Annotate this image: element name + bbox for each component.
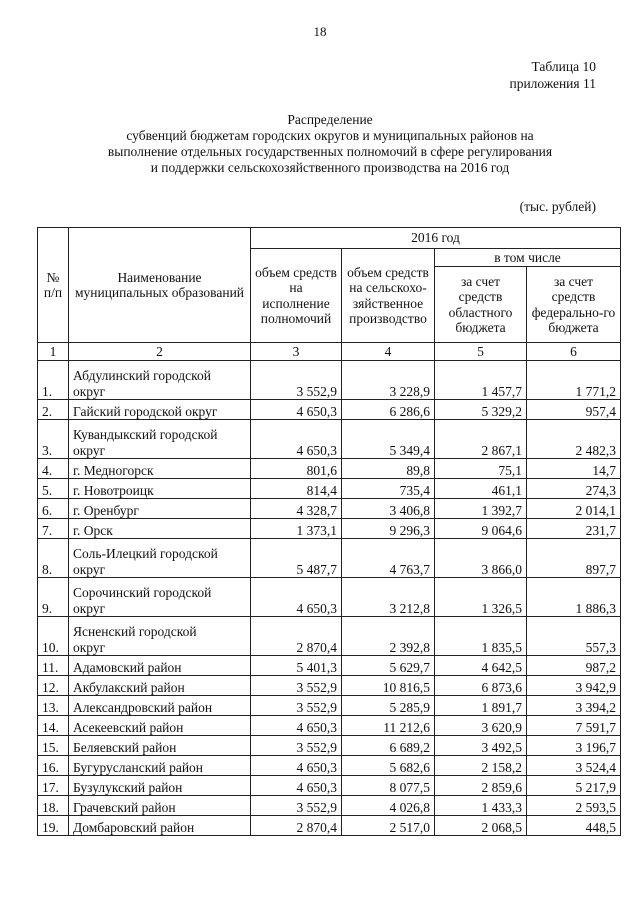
row-number: 5. <box>38 479 69 499</box>
value-execution: 4 650,3 <box>251 716 342 736</box>
value-federal-budget: 957,4 <box>527 400 621 420</box>
header-num: № п/п <box>38 228 69 343</box>
district-name-line: Домбаровский район <box>73 819 195 835</box>
value-agri-production: 8 077,5 <box>342 776 435 796</box>
row-number: 2. <box>38 400 69 420</box>
district-name <box>69 736 251 756</box>
value-agri-production: 2 392,8 <box>342 617 435 656</box>
value-federal-budget: 231,7 <box>527 519 621 539</box>
title-line-4: и поддержки сельскохозяйственного производства на 2016 год <box>150 160 510 175</box>
value-execution: 5 401,3 <box>251 656 342 676</box>
value-regional-budget: 75,1 <box>435 459 527 479</box>
district-name <box>69 816 251 836</box>
row-number: 4. <box>38 459 69 479</box>
district-name-line: Сорочинский городской <box>73 585 212 600</box>
district-name-line: округ <box>73 442 106 458</box>
value-execution: 3 552,9 <box>251 676 342 696</box>
row-number: 3. <box>38 420 69 459</box>
header-index-1: 1 <box>38 343 69 361</box>
district-name <box>69 796 251 816</box>
value-regional-budget: 3 492,5 <box>435 736 527 756</box>
district-name-line: Соль-Илецкий городской <box>73 546 218 561</box>
district-name <box>69 479 251 499</box>
value-federal-budget: 897,7 <box>527 539 621 578</box>
value-regional-budget: 461,1 <box>435 479 527 499</box>
title-line-3: выполнение отдельных государственных полномочий в сфере регулирования <box>107 144 553 159</box>
table-row <box>38 676 621 696</box>
value-federal-budget: 7 591,7 <box>527 716 621 736</box>
district-name-line: Александровский район <box>73 699 213 715</box>
document-title <box>60 112 600 176</box>
district-name-line: Гайский городской округ <box>73 403 218 419</box>
district-name-line: Асекеевский район <box>73 719 184 735</box>
value-execution: 4 650,3 <box>251 578 342 617</box>
value-regional-budget: 9 064,6 <box>435 519 527 539</box>
value-agri-production: 89,8 <box>342 459 435 479</box>
value-regional-budget: 4 642,5 <box>435 656 527 676</box>
value-execution: 2 870,4 <box>251 816 342 836</box>
value-regional-budget: 1 433,3 <box>435 796 527 816</box>
header-index-5: 5 <box>435 343 527 361</box>
value-agri-production: 5 629,7 <box>342 656 435 676</box>
value-agri-production: 6 286,6 <box>342 400 435 420</box>
district-name <box>69 361 251 400</box>
table-row <box>38 361 621 400</box>
title-line-1: Распределение <box>287 112 373 127</box>
row-number: 7. <box>38 519 69 539</box>
value-federal-budget: 3 394,2 <box>527 696 621 716</box>
value-agri-production: 3 228,9 <box>342 361 435 400</box>
district-name-line: округ <box>73 600 106 616</box>
value-agri-production: 11 212,6 <box>342 716 435 736</box>
district-name <box>69 578 251 617</box>
district-name <box>69 617 251 656</box>
value-federal-budget: 274,3 <box>527 479 621 499</box>
district-name-line: округ <box>73 383 106 399</box>
row-number: 1. <box>38 361 69 400</box>
district-name <box>69 539 251 578</box>
district-name-line: округ <box>73 561 106 577</box>
header-including: в том числе <box>435 249 621 267</box>
header-col6: за счет средств федерально-го бюджета <box>527 267 621 343</box>
value-agri-production: 3 212,8 <box>342 578 435 617</box>
table-row <box>38 696 621 716</box>
row-number: 8. <box>38 539 69 578</box>
value-execution: 5 487,7 <box>251 539 342 578</box>
value-federal-budget: 557,3 <box>527 617 621 656</box>
district-name <box>69 400 251 420</box>
district-name-line: Ясненский городской <box>73 624 197 639</box>
value-execution: 4 650,3 <box>251 756 342 776</box>
value-execution: 3 552,9 <box>251 361 342 400</box>
table-row <box>38 716 621 736</box>
value-execution: 4 650,3 <box>251 776 342 796</box>
district-name <box>69 656 251 676</box>
table-row <box>38 479 621 499</box>
table-row <box>38 736 621 756</box>
header-row-1 <box>38 228 621 249</box>
table-row <box>38 796 621 816</box>
table-row <box>38 400 621 420</box>
value-execution: 3 552,9 <box>251 696 342 716</box>
value-agri-production: 5 682,6 <box>342 756 435 776</box>
row-number: 14. <box>38 716 69 736</box>
value-federal-budget: 2 482,3 <box>527 420 621 459</box>
district-name-line: Кувандыкский городской <box>73 427 218 442</box>
row-number: 11. <box>38 656 69 676</box>
header-name: Наименование муниципальных образований <box>69 228 251 343</box>
value-execution: 814,4 <box>251 479 342 499</box>
district-name <box>69 499 251 519</box>
page-number: 18 <box>313 24 327 39</box>
header-index-3: 3 <box>251 343 342 361</box>
table-row <box>38 816 621 836</box>
row-number: 17. <box>38 776 69 796</box>
table-row <box>38 539 621 578</box>
row-number: 15. <box>38 736 69 756</box>
value-federal-budget: 3 942,9 <box>527 676 621 696</box>
value-agri-production: 5 285,9 <box>342 696 435 716</box>
value-execution: 3 552,9 <box>251 796 342 816</box>
district-name-line: г. Оренбург <box>73 502 139 518</box>
value-agri-production: 10 816,5 <box>342 676 435 696</box>
value-regional-budget: 2 859,6 <box>435 776 527 796</box>
district-name <box>69 696 251 716</box>
table-row <box>38 420 621 459</box>
value-execution: 3 552,9 <box>251 736 342 756</box>
value-regional-budget: 5 329,2 <box>435 400 527 420</box>
value-regional-budget: 1 326,5 <box>435 578 527 617</box>
district-name-line: округ <box>73 639 106 655</box>
value-agri-production: 9 296,3 <box>342 519 435 539</box>
district-name <box>69 459 251 479</box>
value-regional-budget: 3 620,9 <box>435 716 527 736</box>
value-federal-budget: 1 886,3 <box>527 578 621 617</box>
value-regional-budget: 1 835,5 <box>435 617 527 656</box>
value-regional-budget: 6 873,6 <box>435 676 527 696</box>
district-name-line: Грачевский район <box>73 799 176 815</box>
table-header <box>38 228 621 361</box>
table-ref-line2: приложения 11 <box>509 76 596 91</box>
district-name-line: Адамовский район <box>73 659 182 675</box>
value-federal-budget: 2 014,1 <box>527 499 621 519</box>
table-reference <box>509 58 596 92</box>
table-row <box>38 656 621 676</box>
header-index-2: 2 <box>69 343 251 361</box>
table-row <box>38 617 621 656</box>
row-number: 16. <box>38 756 69 776</box>
header-year: 2016 год <box>251 228 621 249</box>
table-body <box>38 361 621 836</box>
table-row <box>38 756 621 776</box>
district-name-line: г. Медногорск <box>73 462 154 478</box>
value-agri-production: 5 349,4 <box>342 420 435 459</box>
row-number: 9. <box>38 578 69 617</box>
district-name <box>69 756 251 776</box>
row-number: 19. <box>38 816 69 836</box>
table-row <box>38 776 621 796</box>
header-col3: объем средств на исполнение полномочий <box>251 249 342 343</box>
row-number: 12. <box>38 676 69 696</box>
district-name <box>69 776 251 796</box>
value-execution: 4 650,3 <box>251 400 342 420</box>
header-index-4: 4 <box>342 343 435 361</box>
unit-label: (тыс. рублей) <box>519 199 596 214</box>
district-name-line: Бузулукский район <box>73 779 183 795</box>
header-col4: объем средств на сельскохо-зяйственное производство <box>342 249 435 343</box>
value-agri-production: 2 517,0 <box>342 816 435 836</box>
row-number: 6. <box>38 499 69 519</box>
table-row <box>38 459 621 479</box>
value-execution: 4 328,7 <box>251 499 342 519</box>
value-regional-budget: 2 068,5 <box>435 816 527 836</box>
value-execution: 1 373,1 <box>251 519 342 539</box>
district-name-line: г. Новотроицк <box>73 482 154 498</box>
value-regional-budget: 3 866,0 <box>435 539 527 578</box>
value-execution: 2 870,4 <box>251 617 342 656</box>
row-number: 10. <box>38 617 69 656</box>
value-agri-production: 4 026,8 <box>342 796 435 816</box>
district-name-line: Беляевский район <box>73 739 177 755</box>
value-regional-budget: 2 867,1 <box>435 420 527 459</box>
header-index-6: 6 <box>527 343 621 361</box>
district-name <box>69 519 251 539</box>
district-name-line: Бугурусланский район <box>73 759 204 775</box>
value-federal-budget: 3 524,4 <box>527 756 621 776</box>
table-row <box>38 578 621 617</box>
value-agri-production: 4 763,7 <box>342 539 435 578</box>
header-index-row <box>38 343 621 361</box>
value-federal-budget: 448,5 <box>527 816 621 836</box>
table-row <box>38 499 621 519</box>
value-regional-budget: 1 891,7 <box>435 696 527 716</box>
value-regional-budget: 1 457,7 <box>435 361 527 400</box>
value-federal-budget: 5 217,9 <box>527 776 621 796</box>
table-ref-line1: Таблица 10 <box>531 59 596 74</box>
value-federal-budget: 14,7 <box>527 459 621 479</box>
value-agri-production: 735,4 <box>342 479 435 499</box>
value-execution: 801,6 <box>251 459 342 479</box>
district-name <box>69 420 251 459</box>
value-agri-production: 6 689,2 <box>342 736 435 756</box>
district-name <box>69 716 251 736</box>
table-row <box>38 519 621 539</box>
row-number: 13. <box>38 696 69 716</box>
district-name-line: Абдулинский городской <box>73 368 211 383</box>
row-number: 18. <box>38 796 69 816</box>
header-col5: за счет средств областного бюджета <box>435 267 527 343</box>
value-regional-budget: 2 158,2 <box>435 756 527 776</box>
title-line-2: субвенций бюджетам городских округов и муниципальных районов на <box>126 128 534 143</box>
value-federal-budget: 3 196,7 <box>527 736 621 756</box>
value-federal-budget: 987,2 <box>527 656 621 676</box>
district-name-line: г. Орск <box>73 522 113 538</box>
value-federal-budget: 1 771,2 <box>527 361 621 400</box>
value-agri-production: 3 406,8 <box>342 499 435 519</box>
value-regional-budget: 1 392,7 <box>435 499 527 519</box>
value-federal-budget: 2 593,5 <box>527 796 621 816</box>
subvention-table <box>37 227 621 836</box>
district-name <box>69 676 251 696</box>
district-name-line: Акбулакский район <box>73 679 185 695</box>
value-execution: 4 650,3 <box>251 420 342 459</box>
